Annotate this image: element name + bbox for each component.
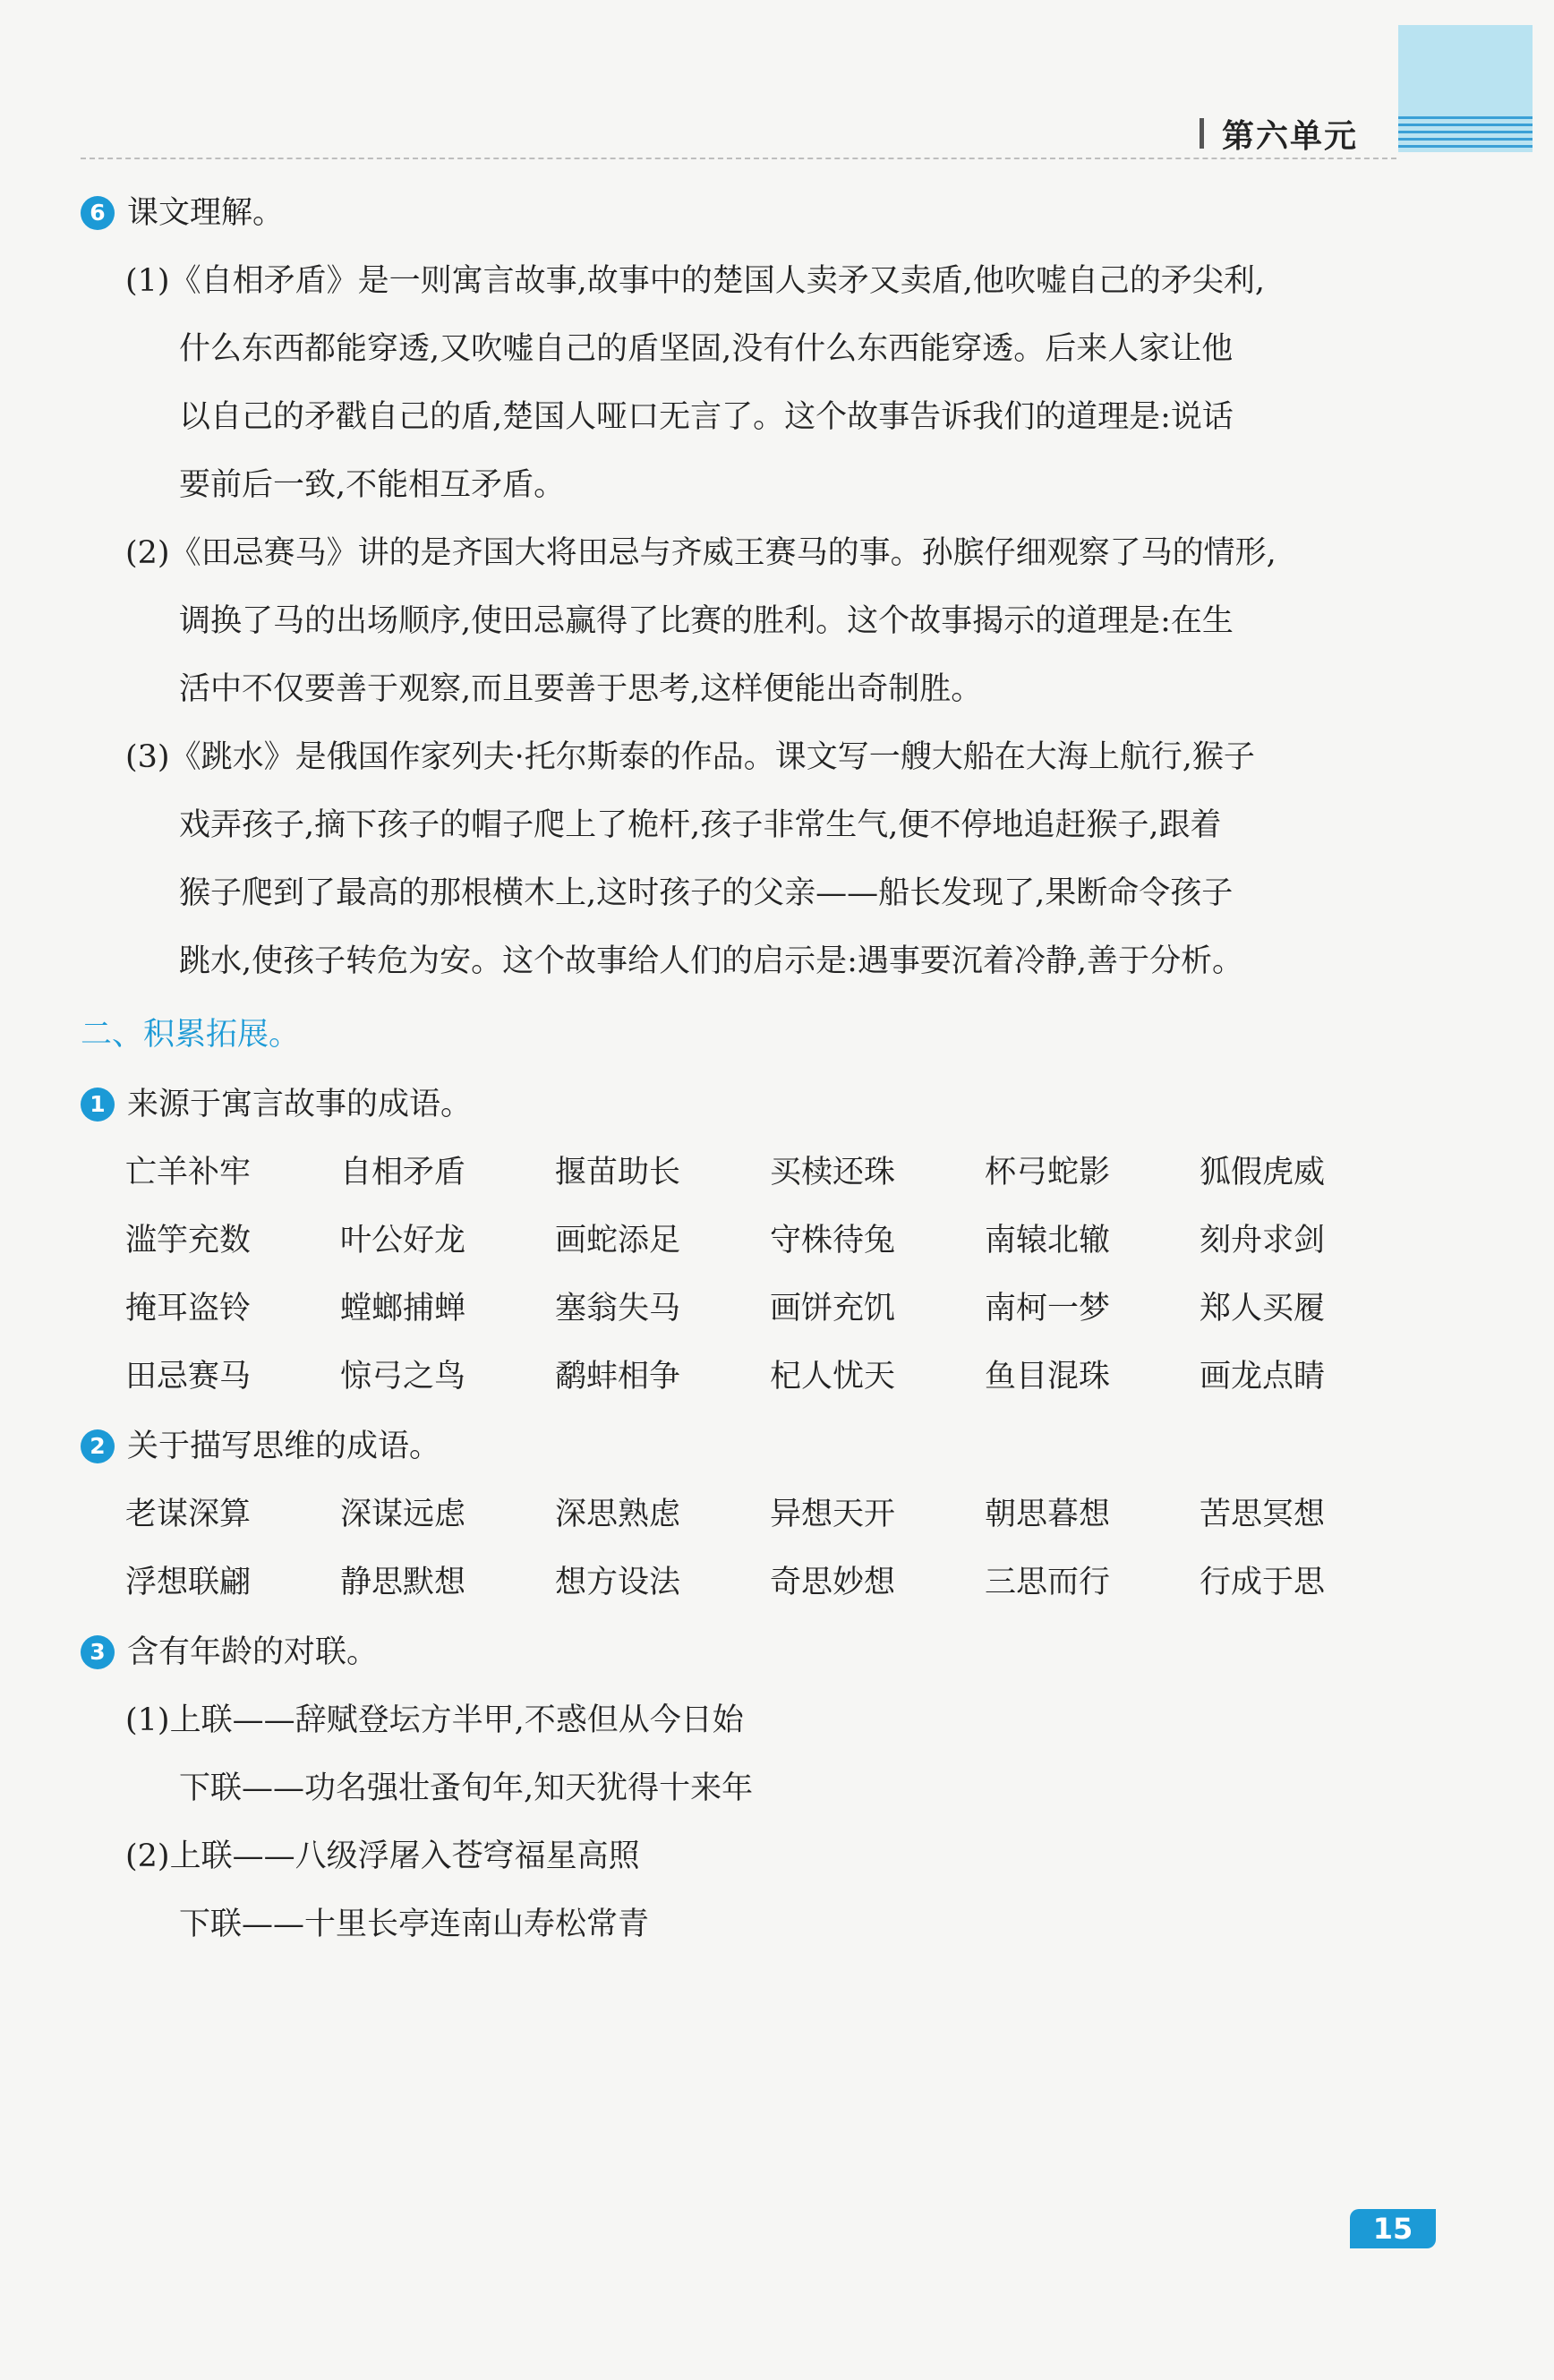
paragraph-line: 调换了马的出场顺序,使田忌赢得了比赛的胜利。这个故事揭示的道理是:在生 — [179, 603, 1234, 639]
idiom-row — [125, 1207, 1450, 1275]
q6-title: 课文理解。 — [127, 195, 285, 231]
idiom-row — [125, 1139, 1450, 1207]
idiom: 深思熟虑 — [555, 1497, 681, 1532]
idiom: 螳螂捕蝉 — [340, 1291, 466, 1326]
idiom-row — [125, 1480, 1450, 1548]
idiom: 守株待兔 — [770, 1223, 896, 1258]
ext3-title: 含有年龄的对联。 — [127, 1634, 379, 1670]
paragraph-line: 什么东西都能穿透,又吹嘘自己的盾坚固,没有什么东西能穿透。后来人家让他 — [179, 331, 1234, 367]
couplet-line: 下联——功名强壮蚤旬年,知天犹得十来年 — [179, 1770, 754, 1806]
idiom: 杞人忧天 — [770, 1359, 896, 1395]
idiom-row — [125, 1343, 1450, 1411]
idiom: 掩耳盗铃 — [125, 1291, 252, 1326]
idiom: 静思默想 — [340, 1565, 466, 1600]
idiom: 杯弓蛇影 — [985, 1155, 1111, 1190]
ext1-title: 来源于寓言故事的成语。 — [127, 1087, 473, 1122]
idiom: 鹬蚌相争 — [555, 1359, 681, 1395]
ext1-heading — [81, 1071, 472, 1139]
ext2-number-badge: 2 — [81, 1429, 115, 1463]
page-number: 15 — [1350, 2209, 1436, 2248]
idiom: 亡羊补牢 — [125, 1155, 252, 1190]
idiom: 深谋远虑 — [340, 1497, 466, 1532]
idiom: 三思而行 — [985, 1565, 1111, 1600]
paragraph-line: 猴子爬到了最高的那根横木上,这时孩子的父亲——船长发现了,果断命令孩子 — [179, 875, 1234, 911]
idiom: 自相矛盾 — [340, 1155, 466, 1190]
q6-heading — [81, 179, 284, 247]
idiom: 异想天开 — [770, 1497, 896, 1532]
header-divider-bar — [1200, 118, 1204, 149]
unit-title: 第六单元 — [1222, 118, 1359, 155]
ext2-heading — [81, 1412, 440, 1480]
paragraph-line: (1)《自相矛盾》是一则寓言故事,故事中的楚国人卖矛又卖盾,他吹嘘自己的矛尖利, — [125, 263, 1265, 299]
idiom: 行成于思 — [1200, 1565, 1326, 1600]
idiom-row — [125, 1275, 1450, 1343]
section-title: 二、积累拓展。 — [81, 1017, 301, 1053]
idiom: 叶公好龙 — [340, 1223, 466, 1258]
idiom: 老谋深算 — [125, 1497, 252, 1532]
idiom: 画饼充饥 — [770, 1291, 896, 1326]
ext3-number-badge: 3 — [81, 1635, 115, 1669]
idiom: 狐假虎威 — [1200, 1155, 1326, 1190]
idiom: 奇思妙想 — [770, 1565, 896, 1600]
header-stripes — [1398, 116, 1533, 152]
idiom: 刻舟求剑 — [1200, 1223, 1326, 1258]
idiom: 惊弓之鸟 — [340, 1359, 466, 1395]
idiom: 南辕北辙 — [985, 1223, 1111, 1258]
idiom-row — [125, 1548, 1450, 1617]
paragraph-line: 以自己的矛戳自己的盾,楚国人哑口无言了。这个故事告诉我们的道理是:说话 — [179, 399, 1234, 435]
idiom: 画龙点睛 — [1200, 1359, 1326, 1395]
couplet-line: (1)上联——辞赋登坛方半甲,不惑但从今日始 — [125, 1702, 744, 1738]
paragraph-line: (2)《田忌赛马》讲的是齐国大将田忌与齐威王赛马的事。孙膑仔细观察了马的情形, — [125, 535, 1276, 571]
idiom: 鱼目混珠 — [985, 1359, 1111, 1395]
idiom: 南柯一梦 — [985, 1291, 1111, 1326]
paragraph-line: 活中不仅要善于观察,而且要善于思考,这样便能出奇制胜。 — [179, 671, 983, 707]
idiom: 画蛇添足 — [555, 1223, 681, 1258]
ext3-heading — [81, 1618, 378, 1686]
idiom: 想方设法 — [555, 1565, 681, 1600]
paragraph-line: 跳水,使孩子转危为安。这个故事给人们的启示是:遇事要沉着冷静,善于分析。 — [179, 943, 1244, 979]
paragraph-line: (3)《跳水》是俄国作家列夫·托尔斯泰的作品。课文写一艘大船在大海上航行,猴子 — [125, 739, 1255, 775]
ext2-title: 关于描写思维的成语。 — [127, 1429, 441, 1464]
idiom: 揠苗助长 — [555, 1155, 681, 1190]
idiom: 田忌赛马 — [125, 1359, 252, 1395]
idiom: 郑人买履 — [1200, 1291, 1326, 1326]
couplet-line: (2)上联——八级浮屠入苍穹福星高照 — [125, 1838, 640, 1874]
paragraph-line: 戏弄孩子,摘下孩子的帽子爬上了桅杆,孩子非常生气,便不停地追赶猴子,跟着 — [179, 807, 1222, 843]
idiom: 朝思暮想 — [985, 1497, 1111, 1532]
q6-number-badge: 6 — [81, 196, 115, 230]
header-dashed-rule — [81, 158, 1396, 159]
idiom: 苦思冥想 — [1200, 1497, 1326, 1532]
idiom: 买椟还珠 — [770, 1155, 896, 1190]
ext1-number-badge: 1 — [81, 1088, 115, 1122]
idiom-grid-fables — [125, 1139, 1450, 1411]
couplet-line: 下联——十里长亭连南山寿松常青 — [179, 1907, 650, 1942]
idiom: 滥竽充数 — [125, 1223, 252, 1258]
paragraph-line: 要前后一致,不能相互矛盾。 — [179, 467, 566, 503]
idiom: 塞翁失马 — [555, 1291, 681, 1326]
idiom: 浮想联翩 — [125, 1565, 252, 1600]
idiom-grid-thinking — [125, 1480, 1450, 1617]
